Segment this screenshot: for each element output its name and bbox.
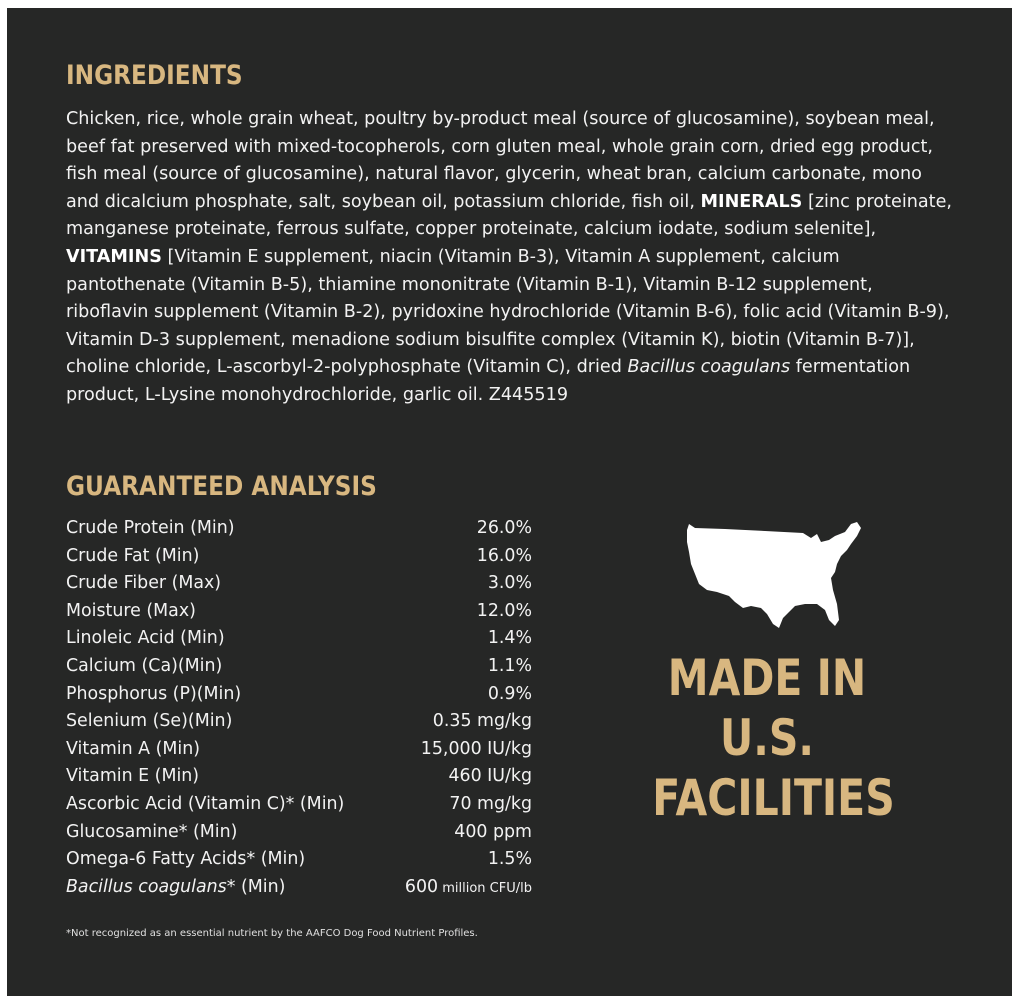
guaranteed-analysis-table bbox=[66, 515, 532, 901]
nutrient-name bbox=[66, 874, 285, 902]
vitamins-label: VITAMINS bbox=[66, 246, 162, 267]
nutrient-name: Phosphorus (P)(Min) bbox=[66, 683, 242, 704]
nutrient-value-number: 600 bbox=[404, 876, 439, 897]
nutrient-name: Vitamin E (Min) bbox=[66, 766, 200, 787]
made-in-usa-badge bbox=[627, 648, 907, 828]
bacillus-name: Bacillus coagulans bbox=[627, 357, 791, 378]
table-row bbox=[66, 543, 532, 571]
nutrient-value: 70 mg/kg bbox=[449, 793, 532, 814]
table-row bbox=[66, 681, 532, 709]
nutrient-name: Moisture (Max) bbox=[66, 600, 196, 621]
nutrient-name: Selenium (Se)(Min) bbox=[66, 711, 233, 732]
table-row bbox=[66, 846, 532, 874]
made-in-line: MADE IN bbox=[667, 649, 867, 707]
table-row bbox=[66, 708, 532, 736]
nutrient-name: Crude Fiber (Max) bbox=[66, 573, 222, 594]
table-row bbox=[66, 736, 532, 764]
footnote: *Not recognized as an essential nutrient by the AAFCO Dog Food Nutrient Profiles. bbox=[66, 928, 478, 939]
nutrient-value: 26.0% bbox=[476, 518, 532, 538]
nutrient-value: 0.9% bbox=[487, 683, 532, 704]
nutrient-value: 3.0% bbox=[487, 573, 532, 594]
nutrient-name: Crude Protein (Min) bbox=[66, 518, 235, 538]
nutrient-value: 400 ppm bbox=[454, 821, 532, 842]
nutrient-name: Omega-6 Fatty Acids* (Min) bbox=[66, 849, 306, 870]
nutrient-name: Calcium (Ca)(Min) bbox=[66, 655, 223, 676]
guaranteed-analysis-heading: GUARANTEED ANALYSIS bbox=[66, 471, 377, 502]
nutrient-name-suffix: * (Min) bbox=[226, 876, 286, 897]
made-in-line: FACILITIES bbox=[652, 769, 895, 827]
made-in-line: U.S. bbox=[720, 709, 814, 767]
nutrient-name: Linoleic Acid (Min) bbox=[66, 628, 225, 649]
table-row bbox=[66, 874, 532, 902]
nutrient-value: 1.4% bbox=[487, 628, 532, 649]
nutrient-name: Glucosamine* (Min) bbox=[66, 821, 238, 842]
table-row bbox=[66, 625, 532, 653]
ingredients-text-part: [Vitamin E supplement, niacin (Vitamin B-3), Vitamin A supplement, calcium pantothenate (Vitamin B-5), thiamine mononitrate (Vitamin B-1), Vitamin B-12 supplement, riboflavin supplement (Vitamin B-2), pyridoxine hydrochloride (Vitamin B-6), folic acid (Vitamin B-9), Vitamin D-3 supplement, menadione sodium bisulfite complex (Vitamin K), biotin (Vitamin B-7)], choline chloride, L-ascorbyl-2-polyphosphate (Vitamin C), dried bbox=[66, 246, 950, 378]
minerals-label: MINERALS bbox=[700, 191, 803, 212]
nutrient-value: 16.0% bbox=[476, 545, 532, 566]
nutrient-name: Vitamin A (Min) bbox=[66, 738, 200, 759]
table-row bbox=[66, 515, 532, 543]
ingredients-text-part: [zinc proteinate, manganese proteinate, ferrous sulfate, copper proteinate, calcium iodate, sodium selenite], bbox=[66, 191, 952, 240]
table-row bbox=[66, 570, 532, 598]
usa-map-icon bbox=[685, 520, 865, 636]
nutrient-value bbox=[405, 874, 532, 903]
nutrient-value: 1.1% bbox=[487, 655, 532, 676]
table-row bbox=[66, 653, 532, 681]
nutrition-panel bbox=[7, 8, 1012, 996]
nutrient-value: 0.35 mg/kg bbox=[432, 711, 532, 732]
table-row bbox=[66, 819, 532, 847]
nutrient-value-unit: million CFU/lb bbox=[438, 880, 532, 896]
nutrient-value: 15,000 IU/kg bbox=[420, 738, 532, 759]
table-row bbox=[66, 791, 532, 819]
ingredients-heading: INGREDIENTS bbox=[66, 60, 243, 91]
nutrient-value: 1.5% bbox=[487, 849, 532, 870]
nutrient-value: 460 IU/kg bbox=[448, 766, 532, 787]
nutrient-name: Crude Fat (Min) bbox=[66, 545, 200, 566]
nutrient-value: 12.0% bbox=[476, 600, 532, 621]
ingredients-text-part: fermentation product, L-Lysine monohydrochloride, garlic oil. Z445519 bbox=[66, 357, 911, 405]
table-row bbox=[66, 598, 532, 626]
ingredients-text bbox=[66, 106, 958, 410]
nutrient-name: Ascorbic Acid (Vitamin C)* (Min) bbox=[66, 793, 345, 814]
bacillus-name: Bacillus coagulans bbox=[66, 876, 227, 897]
ingredients-text-part: Chicken, rice, whole grain wheat, poultry by-product meal (source of glucosamine), soybean meal, beef fat preserved with mixed-tocopherols, corn gluten meal, whole grain corn, dried egg product, fish meal (source of glucosamine), natural flavor, glycerin, wheat bran, calcium carbonate, mono and dicalcium phosphate, salt, soybean oil, potassium chloride, fish oil, bbox=[66, 109, 935, 212]
table-row bbox=[66, 763, 532, 791]
